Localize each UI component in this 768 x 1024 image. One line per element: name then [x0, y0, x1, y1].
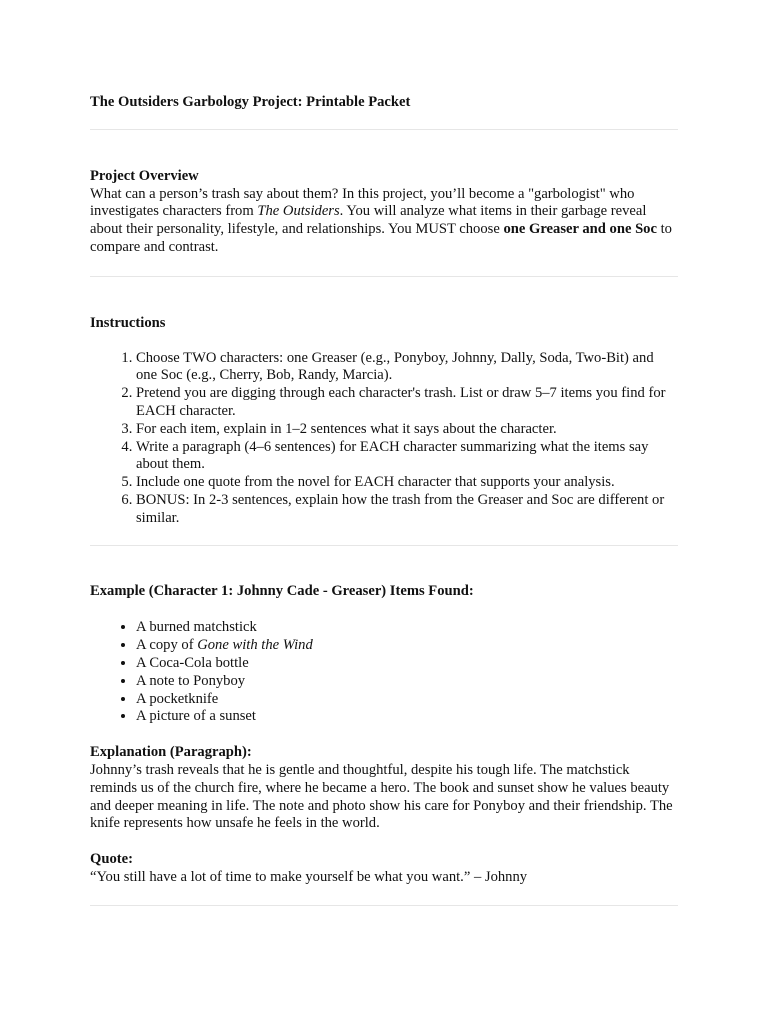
instructions-heading: Instructions	[90, 314, 166, 331]
list-item: • A picture of a sunset	[136, 708, 678, 726]
instruction-step: 5. Include one quote from the novel for EACH character that supports your analysis.	[136, 474, 678, 492]
document-page	[90, 94, 678, 906]
project-overview-heading: Project Overview	[90, 167, 199, 184]
explanation-text: Johnny’s trash reveals that he is gentle and thoughtful, despite his tough life. The matchstick reminds us of the church fire, where he became a hero. The book and sunset show he values beauty and deeper meaning in life. The note and photo show his care for Ponyboy and their friendship. The knife represents how unsafe he feels in the world.	[90, 761, 673, 832]
instructions-section	[90, 315, 678, 528]
instruction-step: 2. Pretend you are digging through each character's trash. List or draw 5–7 items you find for EACH character.	[136, 385, 678, 421]
example-section	[90, 583, 678, 887]
project-overview-text: What can a person’s trash say about them? In this project, you’ll become a "garbologist" who investigates characters from The Outsiders. You will analyze what items in their garbage reveal about their personality, lifestyle, and relationships. You MUST choose one Greaser and one Soc to compare and contrast.	[90, 185, 672, 255]
instructions-list	[90, 350, 678, 528]
items-found-list	[90, 619, 678, 726]
instruction-step: 4. Write a paragraph (4–6 sentences) for EACH character summarizing what the items say about them.	[136, 439, 678, 475]
instruction-step: 1. Choose TWO characters: one Greaser (e.g., Ponyboy, Johnny, Dally, Soda, Two-Bit) and one Soc (e.g., Cherry, Bob, Randy, Marcia).	[136, 350, 678, 386]
project-overview-section	[90, 168, 678, 257]
list-item: • A copy of Gone with the Wind	[136, 637, 678, 655]
explanation-heading: Explanation (Paragraph):	[90, 744, 252, 761]
list-item: • A pocketknife	[136, 691, 678, 709]
quote-heading: Quote:	[90, 851, 133, 868]
example-heading: Example (Character 1: Johnny Cade - Greaser) Items Found:	[90, 582, 474, 599]
overview-emphasis: one Greaser and one Soc	[503, 221, 657, 238]
divider	[90, 905, 678, 906]
page-title: The Outsiders Garbology Project: Printable Packet	[90, 94, 411, 110]
instruction-step: 6. BONUS: In 2-3 sentences, explain how the trash from the Greaser and Soc are different or similar.	[136, 492, 678, 528]
list-item: • A Coca-Cola bottle	[136, 655, 678, 673]
instruction-step: 3. For each item, explain in 1–2 sentences what it says about the character.	[136, 421, 678, 439]
quote-text: “You still have a lot of time to make yourself be what you want.” – Johnny	[90, 868, 528, 885]
book-title: Gone with the Wind	[197, 637, 313, 654]
book-title: The Outsiders	[257, 203, 340, 220]
list-item: • A note to Ponyboy	[136, 673, 678, 691]
list-item: • A burned matchstick	[136, 619, 678, 637]
